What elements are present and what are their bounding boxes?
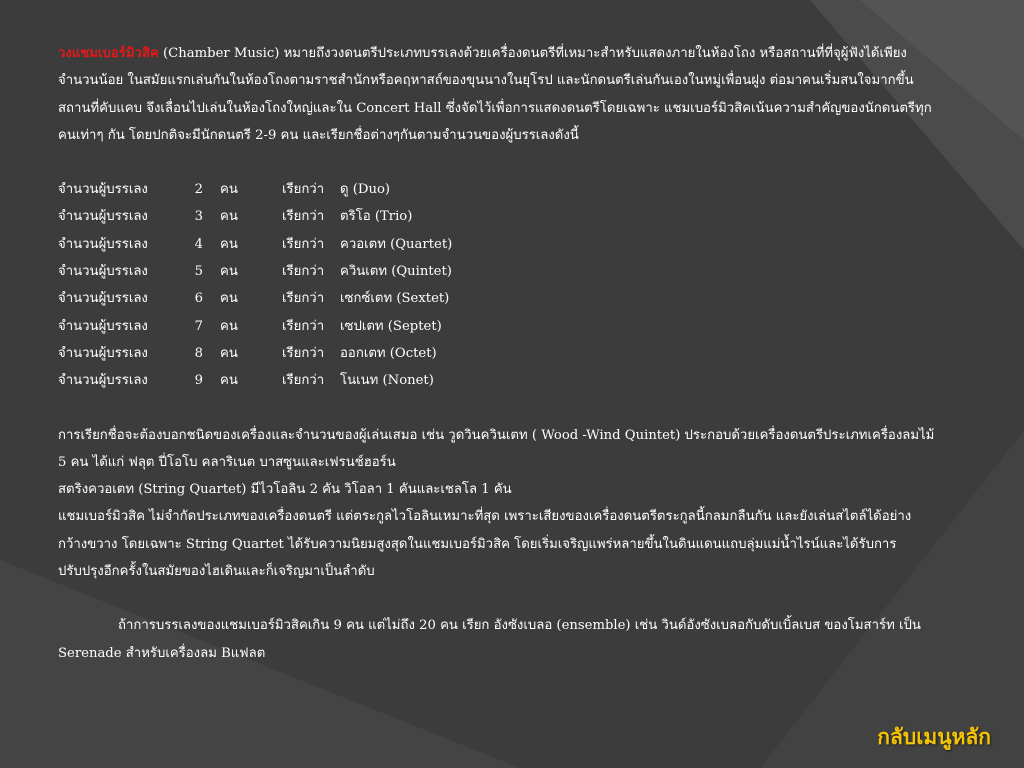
performer-count-label: จำนวนผู้บรรเลง bbox=[58, 318, 148, 334]
main-menu-link[interactable]: กลับเมนูหลัก bbox=[877, 724, 991, 749]
ensemble-row bbox=[58, 340, 938, 367]
unit-label: คน bbox=[220, 345, 238, 361]
ensemble-name: ตริโอ (Trio) bbox=[340, 209, 413, 225]
ensemble-list bbox=[58, 176, 938, 394]
performer-count-label: จำนวนผู้บรรเลง bbox=[58, 373, 148, 389]
chamber-music-term: วงแชมเบอร์มิวสิค bbox=[58, 46, 159, 61]
performer-count: 9 bbox=[194, 373, 203, 389]
unit-label: คน bbox=[220, 264, 238, 280]
ensemble-row bbox=[58, 313, 938, 340]
ensemble-name: เซกซ์เตท (Sextet) bbox=[340, 291, 450, 307]
spacer bbox=[58, 395, 938, 422]
performer-count: 5 bbox=[194, 264, 203, 280]
unit-label: คน bbox=[220, 373, 238, 389]
performer-count: 6 bbox=[194, 291, 203, 307]
called-label: เรียกว่า bbox=[282, 291, 325, 307]
ensemble-name: เซปเตท (Septet) bbox=[340, 318, 442, 334]
performer-count: 2 bbox=[194, 182, 203, 198]
performer-count-label: จำนวนผู้บรรเลง bbox=[58, 291, 148, 307]
ensemble-name: โนเนท (Nonet) bbox=[340, 373, 434, 389]
unit-label: คน bbox=[220, 209, 238, 225]
ensemble-row bbox=[58, 231, 938, 258]
performer-count-label: จำนวนผู้บรรเลง bbox=[58, 236, 148, 252]
spacer bbox=[58, 149, 938, 176]
called-label: เรียกว่า bbox=[282, 345, 325, 361]
string-quartet-paragraph: สตริงควอเตท (String Quartet) มีไวโอลิน 2 คัน วิโอลา 1 คันและเชลโล 1 คัน bbox=[58, 482, 512, 498]
unit-label: คน bbox=[220, 318, 238, 334]
performer-count: 4 bbox=[194, 236, 203, 252]
called-label: เรียกว่า bbox=[282, 264, 325, 280]
performer-count-label: จำนวนผู้บรรเลง bbox=[58, 264, 148, 280]
ensemble-name: ออกเตท (Octet) bbox=[340, 345, 437, 361]
spacer bbox=[58, 585, 938, 612]
slide-content bbox=[58, 40, 938, 667]
intro-paragraph bbox=[58, 40, 938, 149]
ensemble-name: ดู (Duo) bbox=[340, 182, 391, 198]
called-label: เรียกว่า bbox=[282, 236, 325, 252]
ensemble-row bbox=[58, 203, 938, 230]
ensemble-row bbox=[58, 367, 938, 394]
unit-label: คน bbox=[220, 182, 238, 198]
performer-count-label: จำนวนผู้บรรเลง bbox=[58, 209, 148, 225]
intro-text: (Chamber Music) หมายถึงวงดนตรีประเภทบรรเลงด้วยเครื่องดนตรีที่เหมาะสำหรับแสดงภายในห้องโถง หรือสถานที่ที่จุผู้ฟังได้เพียงจำนวนน้อย ในสมัยแรกเล่นกันในห้องโถงตามราชสำนักหรือคฤหาสถ์ของขุนนางในยุโรป และนักดนตรีเล่นกันเองในหมู่เพื่อนฝูง ต่อมาคนเริ่มสนใจมากขึ้นสถานที่คับแคบ จึงเลื่อนไปเล่นในห้องโถงใหญ่และใน Concert Hall ซึ่งจัดไว้เพื่อการแสดงดนตรีโดยเฉพาะ แชมเบอร์มิวสิคเน้นความสำคัญของนักดนตรีทุกคนเท่าๆ กัน โดยปกติจะมีนักดนตรี 2-9 คน และเรียกชื่อต่างๆกันตามจำนวนของผู้บรรเลงดังนี้ bbox=[58, 46, 932, 143]
called-label: เรียกว่า bbox=[282, 373, 325, 389]
ensemble-row bbox=[58, 258, 938, 285]
ensemble-name: ควอเตท (Quartet) bbox=[340, 236, 453, 252]
called-label: เรียกว่า bbox=[282, 318, 325, 334]
performer-count: 3 bbox=[194, 209, 203, 225]
ensemble-row bbox=[58, 285, 938, 312]
performer-count-label: จำนวนผู้บรรเลง bbox=[58, 182, 148, 198]
performer-count-label: จำนวนผู้บรรเลง bbox=[58, 345, 148, 361]
performer-count: 8 bbox=[194, 345, 203, 361]
unit-label: คน bbox=[220, 236, 238, 252]
called-label: เรียกว่า bbox=[282, 209, 325, 225]
naming-paragraph: การเรียกชื่อจะต้องบอกชนิดของเครื่องและจำนวนของผู้เล่นเสมอ เช่น วูดวินควินเตท ( Wood -Wind Quintet) ประกอบด้วยเครื่องดนตรีประเภทเครื่องลมไม้ 5 คน ได้แก่ ฟลุต ปี่โอโบ คลาริเนต บาสซูนและเฟรนช์ฮอร์น bbox=[58, 427, 935, 470]
performer-count: 7 bbox=[194, 318, 203, 334]
ensemble-paragraph: ถ้าการบรรเลงของแชมเบอร์มิวสิคเกิน 9 คน แต่ไม่ถึง 20 คน เรียก อังซังเบลอ (ensemble) เช่น วินด์อังซังเบลอกับดับเบิ้ลเบส ของโมสาร์ท เป็น Serenade สำหรับเครื่องลม Bแฟลต bbox=[58, 618, 921, 661]
unit-label: คน bbox=[220, 291, 238, 307]
chamber-music-history-paragraph: แชมเบอร์มิวสิค ไม่จำกัดประเภทของเครื่องดนตรี แต่ตระกูลไวโอลินเหมาะที่สุด เพราะเสียงของเครื่องดนตรีตระกูลนี้กลมกลืนกัน และยังเล่นสไตล์ได้อย่างกว้างขวาง โดยเฉพาะ String Quartet ได้รับความนิยมสูงสุดในแชมเบอร์มิวสิค โดยเริ่มเจริญแพร่หลายขึ้นในดินแดนแถบลุ่มแม่น้ำไรน์และได้รับการปรับปรุงอีกครั้งในสมัยของไฮเดินและก็เจริญมาเป็นลำดับ bbox=[58, 509, 912, 580]
ensemble-name: ควินเตท (Quintet) bbox=[340, 264, 452, 280]
ensemble-row bbox=[58, 176, 938, 203]
called-label: เรียกว่า bbox=[282, 182, 325, 198]
